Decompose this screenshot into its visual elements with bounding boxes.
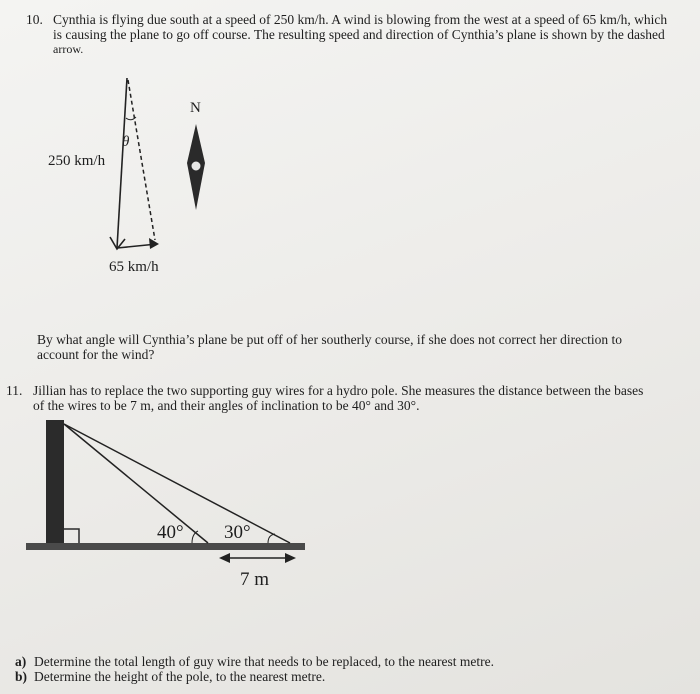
angle-30-label: 30° xyxy=(224,522,251,543)
distance-arrowhead-left xyxy=(219,553,230,563)
part-b-letter: b) xyxy=(15,669,28,684)
wind-label: 65 km/h xyxy=(109,259,159,275)
q10-question-line2: account for the wind? xyxy=(37,347,155,362)
distance-label: 7 m xyxy=(240,569,270,590)
angle-40-label: 40° xyxy=(157,522,184,543)
ground-line xyxy=(26,543,305,550)
q10-number: 10. xyxy=(26,12,43,27)
part-b-text: Determine the height of the pole, to the nearest metre. xyxy=(34,669,326,684)
q11-number: 11. xyxy=(6,383,23,398)
q10-line3: arrow. xyxy=(53,42,84,56)
part-a-text: Determine the total length of guy wire that needs to be replaced, to the nearest metre. xyxy=(34,654,494,669)
q11-line1: Jillian has to replace the two supporting guy wires for a hydro pole. She measures the distance between the bases xyxy=(33,383,644,398)
speed-label: 250 km/h xyxy=(48,153,106,169)
compass-n-label: N xyxy=(190,100,201,116)
part-a-letter: a) xyxy=(15,654,27,669)
right-angle-marker xyxy=(64,529,79,544)
angle-arc-40 xyxy=(192,531,198,543)
q10-question-line1: By what angle will Cynthia’s plane be put off of her southerly course, if she does not correct her direction to xyxy=(37,332,622,347)
guy-wire-40 xyxy=(64,424,208,543)
hydro-pole xyxy=(46,420,64,544)
q10-line2: is causing the plane to go off course. The resulting speed and direction of Cynthia’s plane is shown by the dashed xyxy=(53,27,665,42)
q11-line2: of the wires to be 7 m, and their angles of inclination to be 40° and 30°. xyxy=(33,398,420,413)
q10-line1: Cynthia is flying due south at a speed of 250 km/h. A wind is blowing from the west at a speed of 65 km/h, which xyxy=(53,12,668,27)
distance-arrowhead-right xyxy=(285,553,296,563)
theta-label: θ xyxy=(122,134,130,150)
